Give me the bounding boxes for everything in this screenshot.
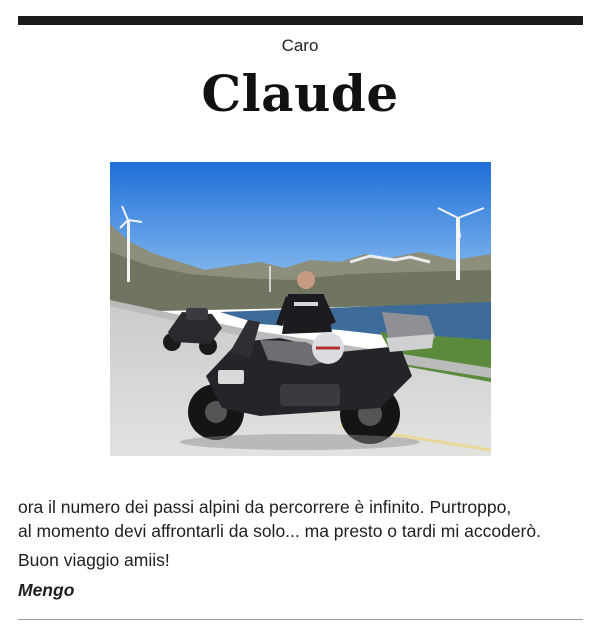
memorial-photo bbox=[110, 162, 491, 456]
signature: Mengo bbox=[18, 580, 75, 600]
closing-line: Buon viaggio amiis! bbox=[18, 550, 170, 570]
bottom-rule bbox=[18, 619, 583, 620]
message-line: al momento devi affrontarli da solo... ma presto o tardi mi accoderò. bbox=[18, 521, 541, 541]
top-rule bbox=[18, 16, 583, 25]
salutation: Caro bbox=[281, 36, 319, 55]
message-line: ora il numero dei passi alpini da percorrere è infinito. Purtroppo, bbox=[18, 497, 512, 517]
message-body bbox=[18, 495, 588, 543]
deceased-name: Claude bbox=[201, 64, 399, 123]
